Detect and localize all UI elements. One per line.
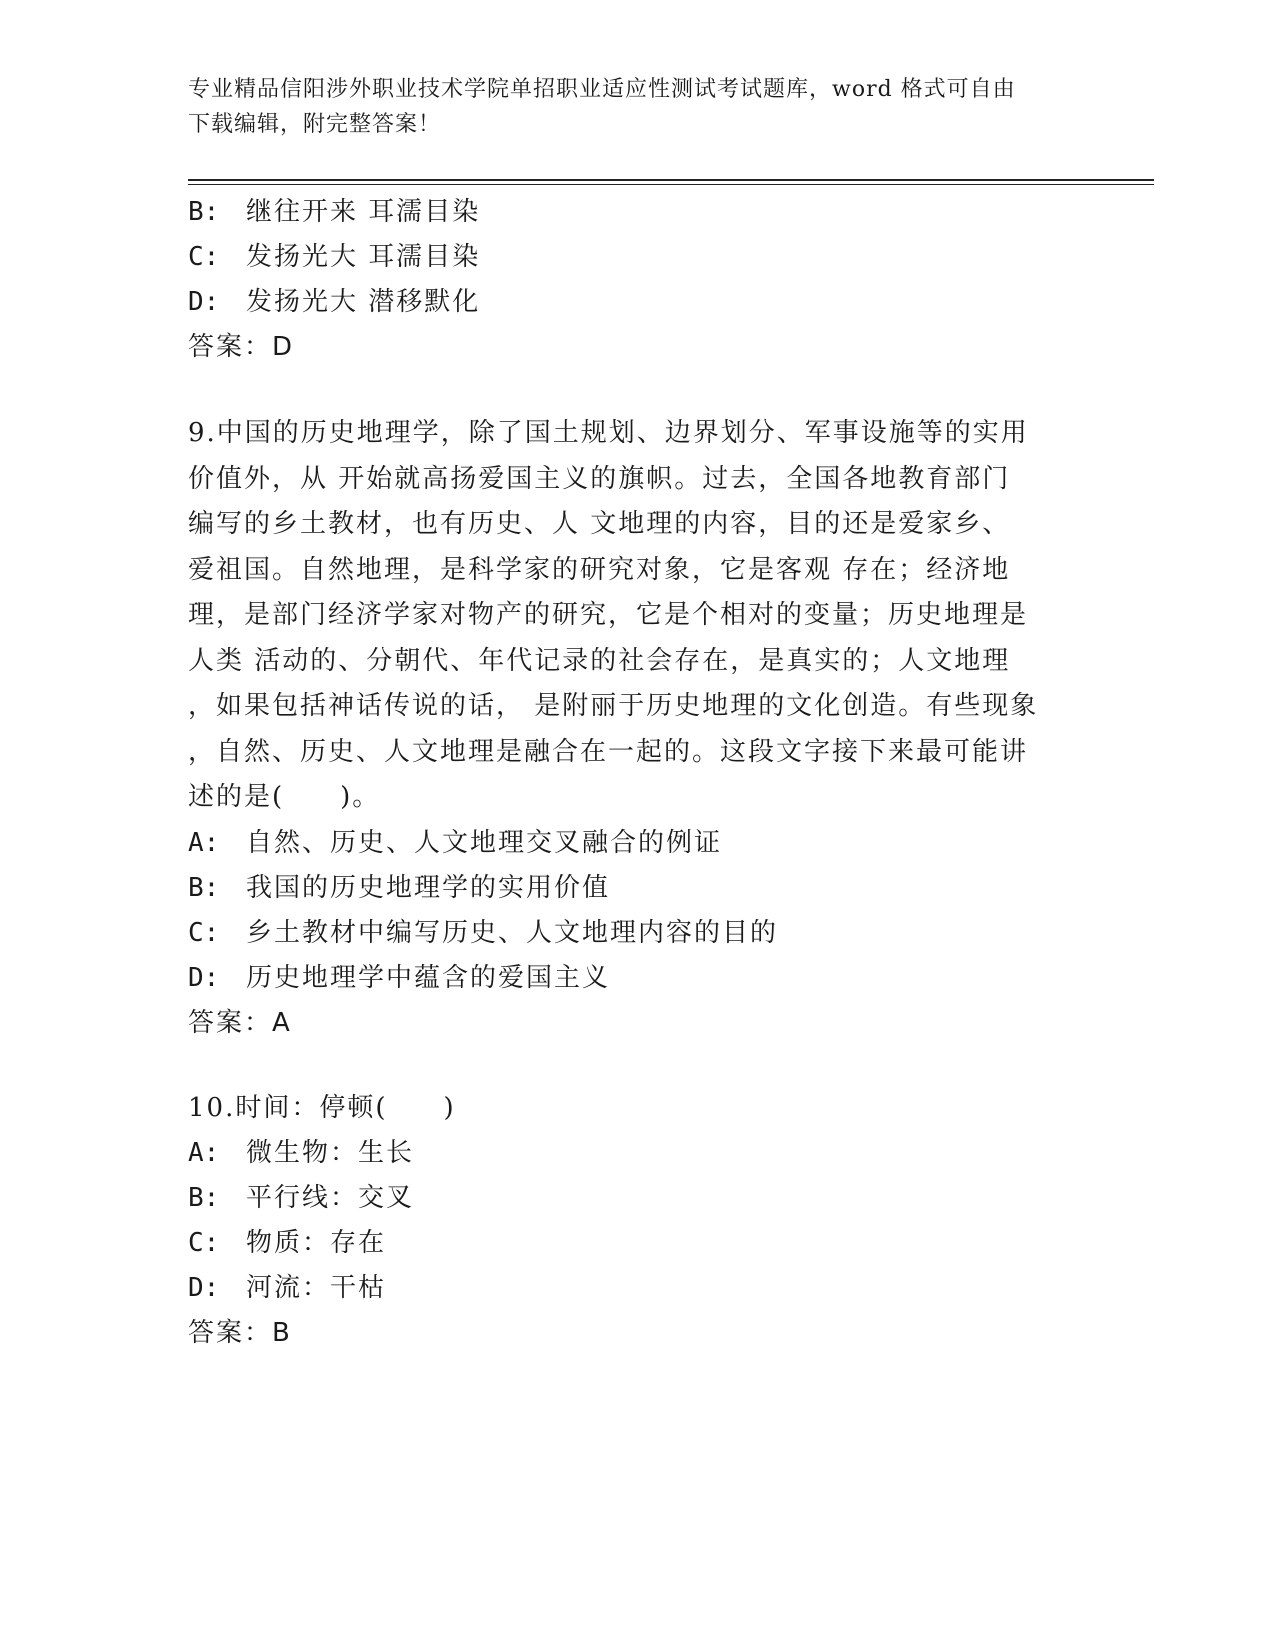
page-header — [188, 72, 1068, 142]
question-stem — [188, 411, 1068, 821]
option-c — [188, 1221, 1088, 1266]
option-b — [188, 190, 1088, 235]
stem-line: ，如果包括神话传说的话， 是附丽于历史地理的文化创造。有些现象 — [188, 691, 1039, 721]
option-text: 我国的历史地理学的实用价值 — [246, 872, 611, 903]
option-text: 继往开来 耳濡目染 — [246, 197, 481, 227]
option-d — [188, 956, 1088, 1001]
option-text: 微生物：生长 — [246, 1137, 415, 1168]
stem-line: 理，是部门经济学家对物产的研究，它是个相对的变量；历史地理是 — [188, 600, 1029, 630]
answer: 答案：B — [188, 1317, 292, 1348]
stem-line: 人类 活动的、分朝代、年代记录的社会存在，是真实的；人文地理 — [188, 645, 1011, 676]
header-rule-thin — [188, 184, 1154, 185]
option-letter: D: — [188, 962, 220, 993]
spacer — [188, 370, 1088, 411]
option-text: 自然、历史、人文地理交叉融合的例证 — [246, 827, 723, 858]
option-letter: D: — [188, 287, 220, 317]
option-letter: B: — [188, 1182, 220, 1213]
option-d — [188, 1266, 1088, 1311]
question-stem: 10.时间：停顿( ) — [188, 1092, 456, 1123]
option-c — [188, 911, 1088, 956]
option-letter: B: — [188, 197, 220, 227]
option-b — [188, 1176, 1088, 1221]
option-c — [188, 235, 1088, 280]
stem-line: 价值外，从 开始就高扬爱国主义的旗帜。过去，全国各地教育部门 — [188, 463, 1011, 494]
header-line-2: 下载编辑，附完整答案！ — [188, 112, 442, 137]
option-b — [188, 866, 1088, 911]
option-text: 发扬光大 潜移默化 — [246, 287, 481, 317]
option-text: 物质：存在 — [246, 1227, 387, 1258]
option-letter: C: — [188, 1227, 220, 1258]
spacer — [188, 1046, 1088, 1086]
option-letter: C: — [188, 242, 220, 272]
option-a — [188, 1131, 1088, 1176]
question-10 — [188, 1086, 1088, 1356]
option-letter: C: — [188, 917, 220, 948]
option-letter: B: — [188, 872, 220, 903]
option-letter: A: — [188, 1137, 220, 1168]
option-text: 河流：干枯 — [246, 1272, 387, 1303]
option-letter: D: — [188, 1272, 220, 1303]
option-text: 发扬光大 耳濡目染 — [246, 242, 481, 272]
stem-line: 述的是( )。 — [188, 782, 381, 812]
stem-line: ，自然、历史、人文地理是融合在一起的。这段文字接下来最可能讲 — [188, 736, 1029, 767]
question-8 — [188, 190, 1088, 370]
stem-line: 编写的乡土教材，也有历史、人 文地理的内容，目的还是爱家乡、 — [188, 509, 1011, 539]
option-text: 乡土教材中编写历史、人文地理内容的目的 — [246, 917, 779, 948]
option-text: 历史地理学中蕴含的爱国主义 — [246, 962, 611, 993]
stem-line: 9.中国的历史地理学，除了国土规划、边界划分、军事设施等的实用 — [188, 418, 1029, 448]
header-line-1: 专业精品信阳涉外职业技术学院单招职业适应性测试考试题库，word 格式可自由 — [188, 77, 1016, 102]
header-rule-thick — [188, 179, 1154, 181]
answer: 答案：A — [188, 1007, 292, 1038]
question-9 — [188, 411, 1088, 1046]
option-d — [188, 280, 1088, 325]
option-letter: A: — [188, 827, 220, 858]
question-content — [188, 190, 1088, 1356]
option-a — [188, 821, 1088, 866]
answer: 答案：D — [188, 332, 295, 362]
option-text: 平行线：交叉 — [246, 1182, 415, 1213]
stem-line: 爱祖国。自然地理，是科学家的研究对象，它是客观 存在；经济地 — [188, 554, 1011, 585]
